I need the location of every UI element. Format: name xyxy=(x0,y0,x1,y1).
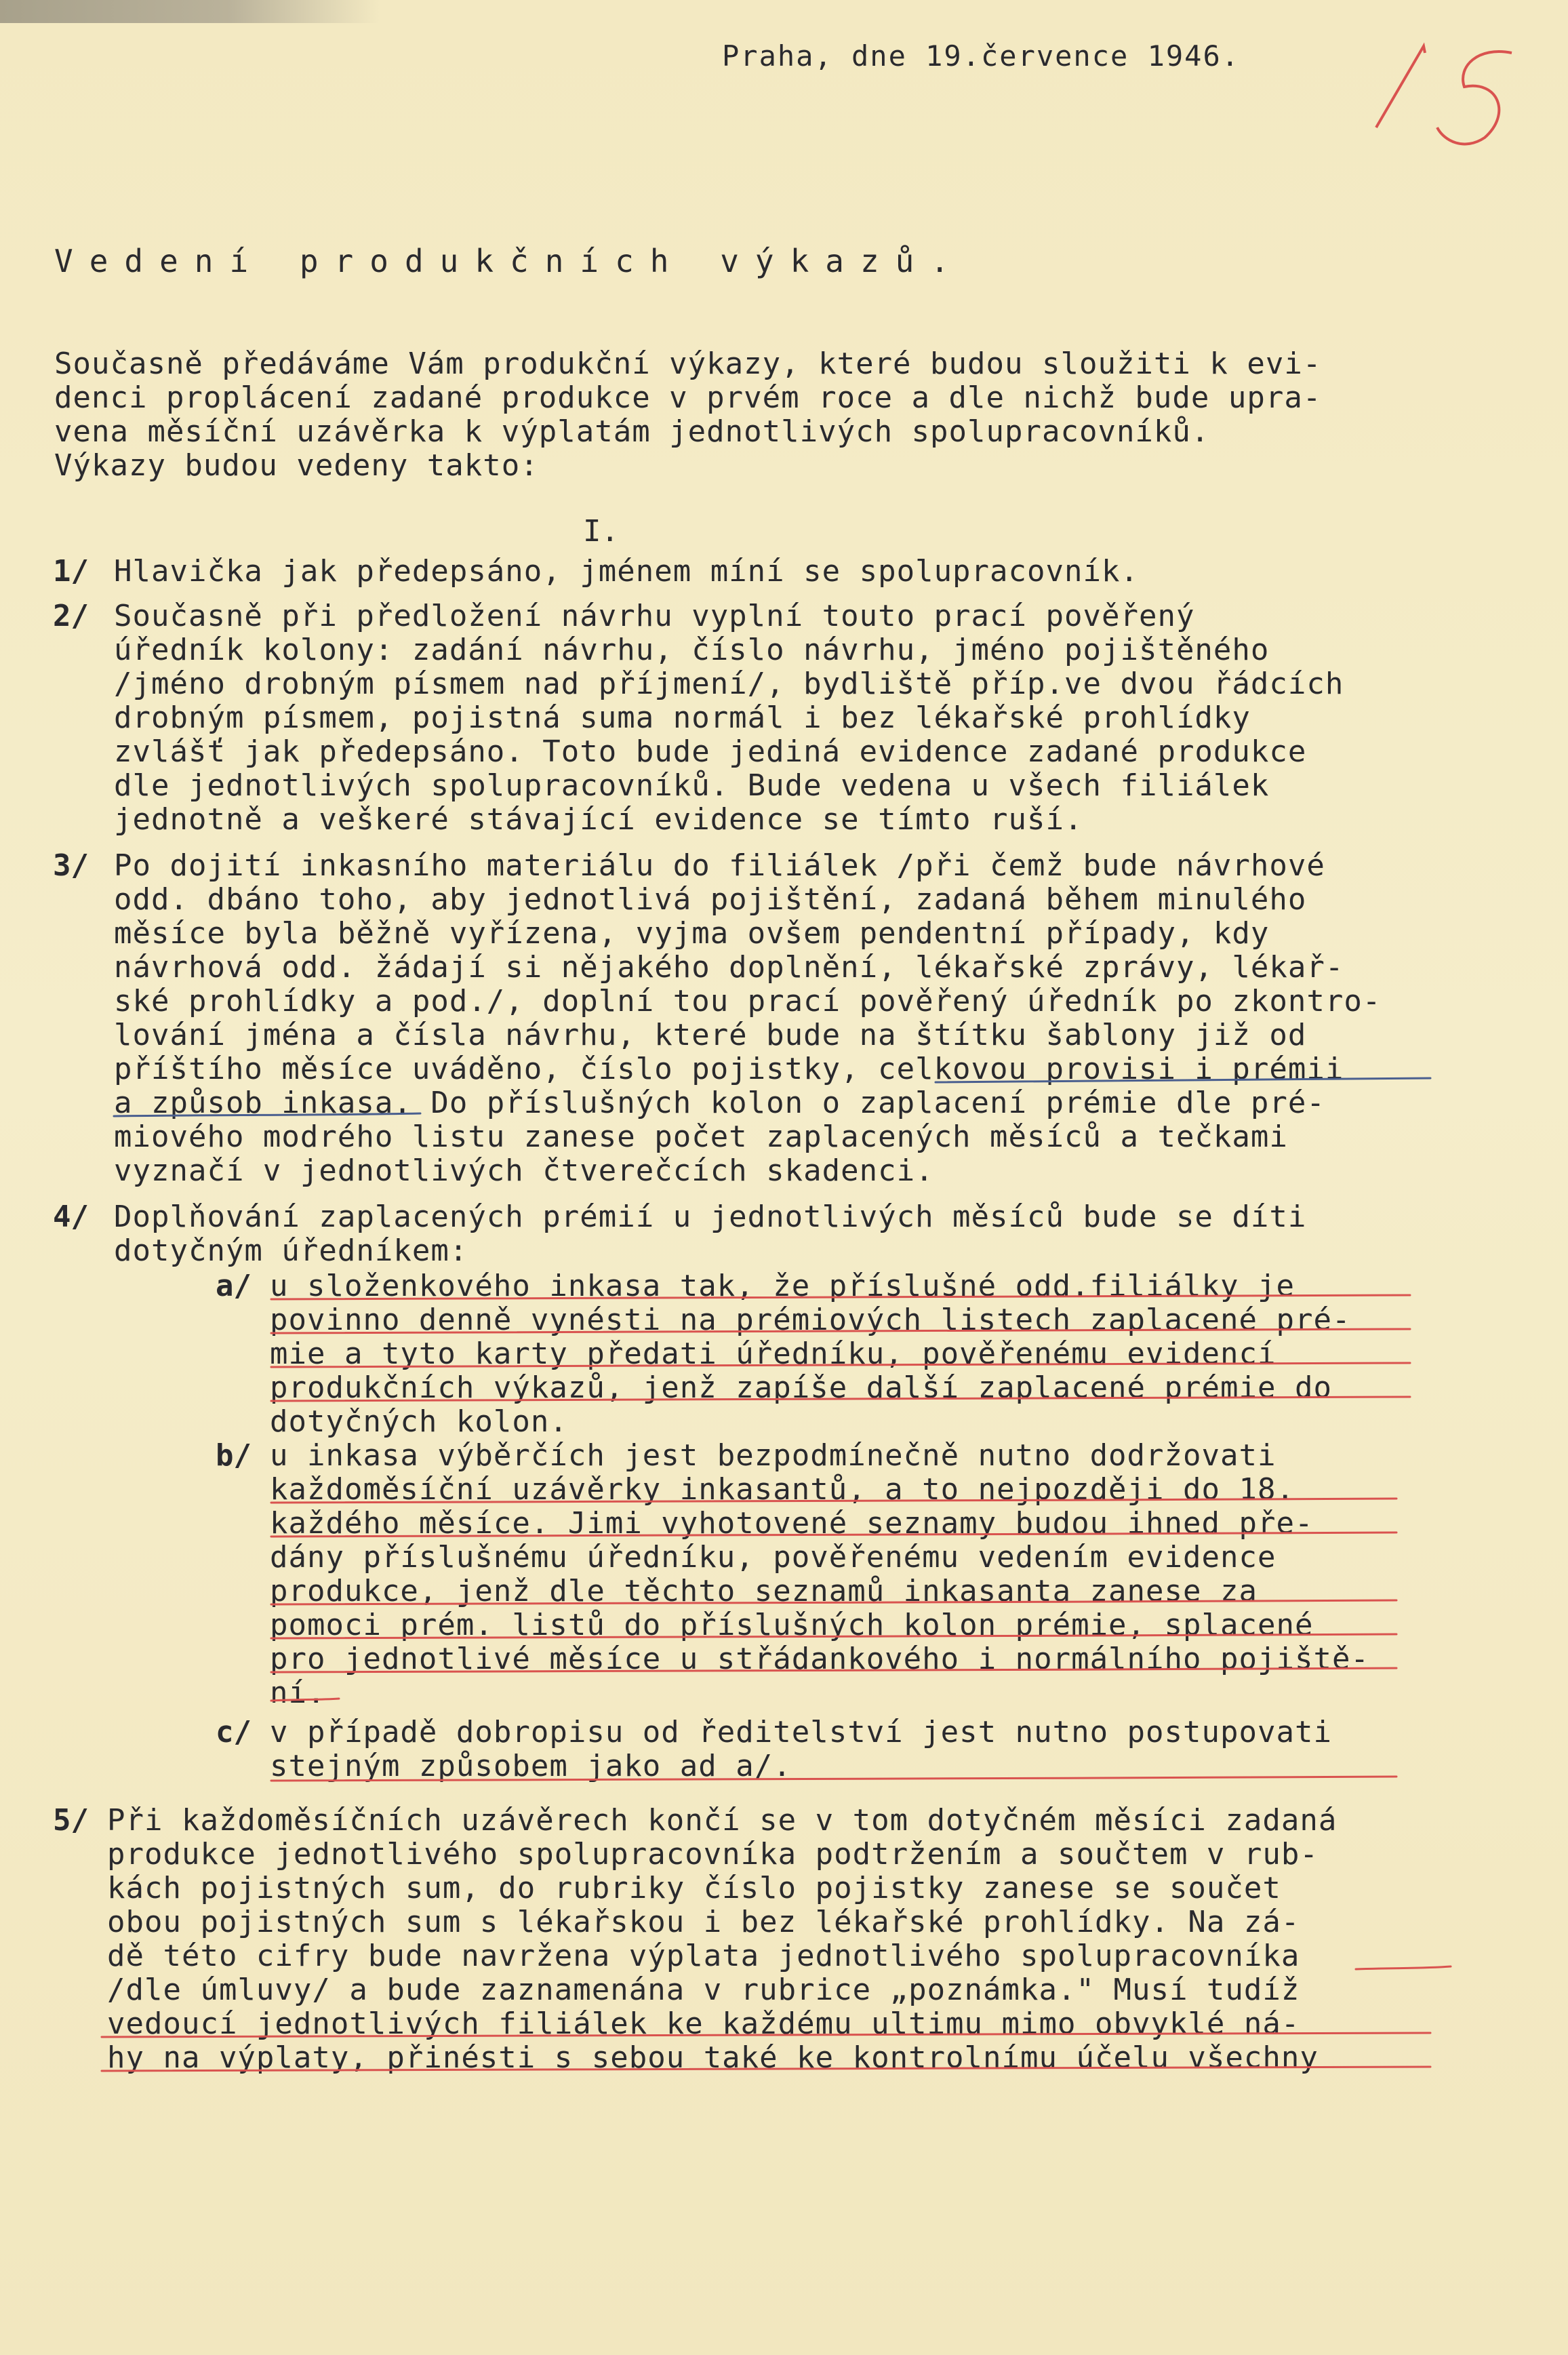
item3-line: návrhová odd. žádají si nějakého doplnění, lékařské zprávy, lékař- xyxy=(114,950,1344,985)
item3-line: a způsob inkasa. Do příslušných kolon o zaplacení prémie dle pré- xyxy=(114,1086,1325,1120)
item2-line: jednotně a veškeré stávající evidence se tímto ruší. xyxy=(114,802,1083,837)
item3-line: ské prohlídky a pod./, doplní tou prací pověřený úředník po zkontro- xyxy=(114,984,1382,1018)
item4c-line: stejným způsobem jako ad a/. xyxy=(270,1749,792,1783)
item2-line: úředník kolony: zadání návrhu, číslo návrhu, jméno pojištěného xyxy=(114,633,1270,667)
item4a-line: povinno denně vynésti na prémiových listech zaplacené pré- xyxy=(270,1303,1351,1337)
subitem-letter: b/ xyxy=(216,1438,252,1473)
document-date: Praha, dne 19.července 1946. xyxy=(722,39,1241,73)
item4b-line: každého měsíce. Jimi vyhotovené seznamy budou ihned pře- xyxy=(270,1506,1314,1541)
item4b-line: pro jednotlivé měsíce u střádankového i normálního pojiště- xyxy=(270,1642,1369,1676)
item4c-line: v případě dobropisu od ředitelství jest nutno postupovati xyxy=(270,1715,1332,1749)
item2-line: zvlášť jak předepsáno. Toto bude jediná evidence zadané produkce xyxy=(114,734,1307,769)
subitem-letter: c/ xyxy=(216,1715,252,1749)
item5-line: hy na výplaty, přinésti s sebou také ke kontrolnímu účelu všechny xyxy=(107,2040,1319,2075)
handwritten-page-number xyxy=(1363,26,1532,161)
item4b-line: ní. xyxy=(270,1676,326,1710)
item-number: 4/ xyxy=(53,1200,89,1234)
item5-line: produkce jednotlivého spolupracovníka podtržením a součtem v rub- xyxy=(107,1837,1319,1872)
scan-edge-shadow xyxy=(0,0,380,23)
item-number: 5/ xyxy=(53,1803,89,1838)
item5-line: kách pojistných sum, do rubriky číslo pojistky zanese se součet xyxy=(107,1871,1281,1905)
item-number: 2/ xyxy=(53,599,89,633)
item3-line: miového modrého listu zanese počet zaplacených měsíců a tečkami xyxy=(114,1120,1288,1154)
item4a-line: u složenkového inkasa tak, že příslušné odd.filiálky je xyxy=(270,1269,1295,1303)
item3-line: Po dojití inkasního materiálu do filiálek /při čemž bude návrhové xyxy=(114,848,1325,883)
item5-line: obou pojistných sum s lékařskou i bez lékařské prohlídky. Na zá- xyxy=(107,1905,1300,1939)
intro-line: Výkazy budou vedeny takto: xyxy=(54,448,539,483)
item2-line: Současně při předložení návrhu vyplní touto prací pověřený xyxy=(114,599,1195,633)
item4a-line: dotyčných kolon. xyxy=(270,1404,568,1439)
item-number: 3/ xyxy=(53,848,89,883)
item4a-line: produkčních výkazů, jenž zapíše další zaplacené prémie do xyxy=(270,1370,1332,1405)
item3-line: měsíce byla běžně vyřízena, vyjma ovšem pendentní případy, kdy xyxy=(114,916,1270,951)
item4b-line: každoměsíční uzávěrky inkasantů, a to nejpozději do 18. xyxy=(270,1472,1295,1507)
section-heading: I. xyxy=(583,514,619,549)
intro-line: denci proplácení zadané produkce v prvém roce a dle nichž bude upra- xyxy=(54,380,1322,415)
item5-line: vedoucí jednotlivých filiálek ke každému ultimu mimo obvyklé ná- xyxy=(107,2006,1300,2041)
item4b-line: u inkasa výběrčích jest bezpodmínečně nutno dodržovati xyxy=(270,1438,1276,1473)
item4a-line: mie a tyto karty předati úředníku, pověřenému evidencí xyxy=(270,1337,1276,1371)
item2-line: dle jednotlivých spolupracovníků. Bude vedena u všech filiálek xyxy=(114,768,1270,803)
document-title: Vedení produkčních výkazů. xyxy=(54,243,966,279)
item4-line: dotyčným úředníkem: xyxy=(114,1233,468,1268)
item4b-line: produkce, jenž dle těchto seznamů inkasanta zanese za xyxy=(270,1574,1258,1608)
item5-line: Při každoměsíčních uzávěrech končí se v tom dotyčném měsíci zadaná xyxy=(107,1803,1338,1838)
item5-line: /dle úmluvy/ a bude zaznamenána v rubrice „poznámka." Musí tudíž xyxy=(107,1973,1300,2007)
item3-line: příštího měsíce uváděno, číslo pojistky, celkovou provisi i prémii xyxy=(114,1052,1344,1086)
intro-line: vena měsíční uzávěrka k výplatám jednotlivých spolupracovníků. xyxy=(54,414,1210,449)
item4b-line: dány příslušnému úředníku, pověřenému vedením evidence xyxy=(270,1540,1276,1575)
item3-line: odd. dbáno toho, aby jednotlivá pojištění, zadaná během minulého xyxy=(114,882,1307,917)
red-underline xyxy=(1356,1966,1451,1969)
item3-line: lování jména a čísla návrhu, které bude na štítku šablony již od xyxy=(114,1018,1307,1052)
subitem-letter: a/ xyxy=(216,1269,252,1303)
item3-line: vyznačí v jednotlivých čtverečcích skadenci. xyxy=(114,1153,934,1188)
item2-line: drobným písmem, pojistná suma normál i bez lékařské prohlídky xyxy=(114,700,1251,735)
item1-text: Hlavička jak předepsáno, jménem míní se spolupracovník. xyxy=(114,554,1139,589)
item4-line: Doplňování zaplacených prémií u jednotlivých měsíců bude se díti xyxy=(114,1200,1307,1234)
intro-line: Současně předáváme Vám produkční výkazy, které budou sloužiti k evi- xyxy=(54,347,1322,381)
item5-line: dě této cifry bude navržena výplata jednotlivého spolupracovníka xyxy=(107,1939,1300,1973)
item-number: 1/ xyxy=(53,554,89,589)
item2-line: /jméno drobným písmem nad příjmení/, bydliště příp.ve dvou řádcích xyxy=(114,667,1344,701)
item4b-line: pomoci prém. listů do příslušných kolon prémie, splacené xyxy=(270,1608,1314,1642)
